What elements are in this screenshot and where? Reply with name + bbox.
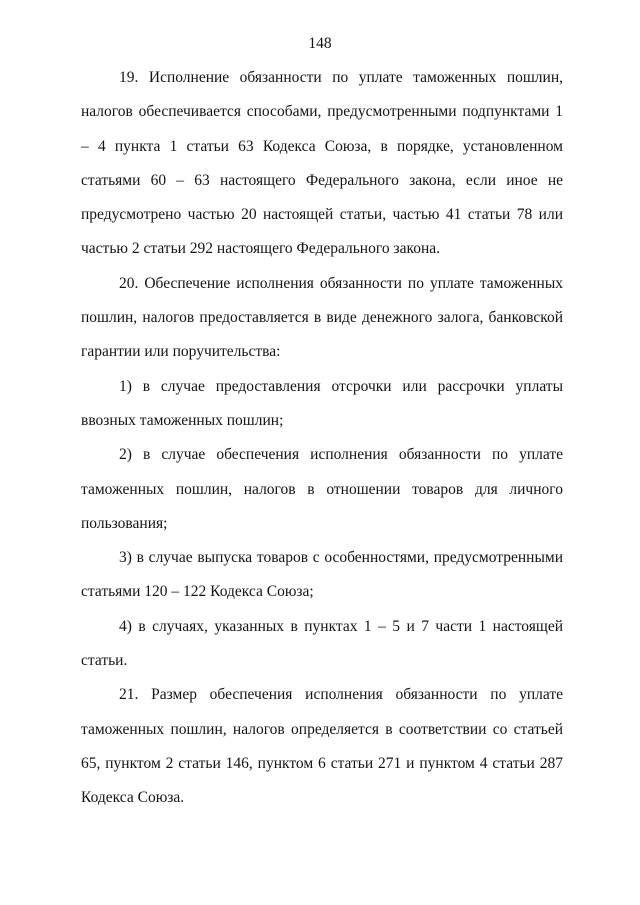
document-body <box>81 61 563 816</box>
paragraph-20: 20. Обеспечение исполнения обязанности по уплате таможенных пошлин, налогов предоставляется в виде денежного залога, банковской гарантии или поручительства: <box>81 274 563 361</box>
paragraph-21: 21. Размер обеспечения исполнения обязанности по уплате таможенных пошлин, налогов определяется в соответствии со статьей 65, пунктом 2 статьи 146, пунктом 6 статьи 271 и пунктом 4 статьи 287 Кодекса Союза. <box>81 686 563 807</box>
paragraph-19: 19. Исполнение обязанности по уплате таможенных пошлин, налогов обеспечивается способами, предусмотренными подпунктами 1 – 4 пункта 1 статьи 63 Кодекса Союза, в порядке, установленном статьями 60 – 63 настоящего Федерального закона, если иное не предусмотрено частью 20 настоящей статьи, частью 41 статьи 78 или частью 2 статьи 292 настоящего Федерального закона. <box>81 69 563 258</box>
paragraph-20-item-2: 2) в случае обеспечения исполнения обязанности по уплате таможенных пошлин, налогов в отношении товаров для личного пользования; <box>81 446 563 532</box>
paragraph-20-item-3: 3) в случае выпуска товаров с особенностями, предусмотренными статьями 120 – 122 Кодекса Союза; <box>81 549 563 601</box>
paragraph-20-item-1: 1) в случае предоставления отсрочки или рассрочки уплаты ввозных таможенных пошлин; <box>81 377 563 429</box>
paragraph-20-item-4: 4) в случаях, указанных в пунктах 1 – 5 и 7 части 1 настоящей статьи. <box>81 617 563 670</box>
page-number: 148 <box>308 35 332 52</box>
